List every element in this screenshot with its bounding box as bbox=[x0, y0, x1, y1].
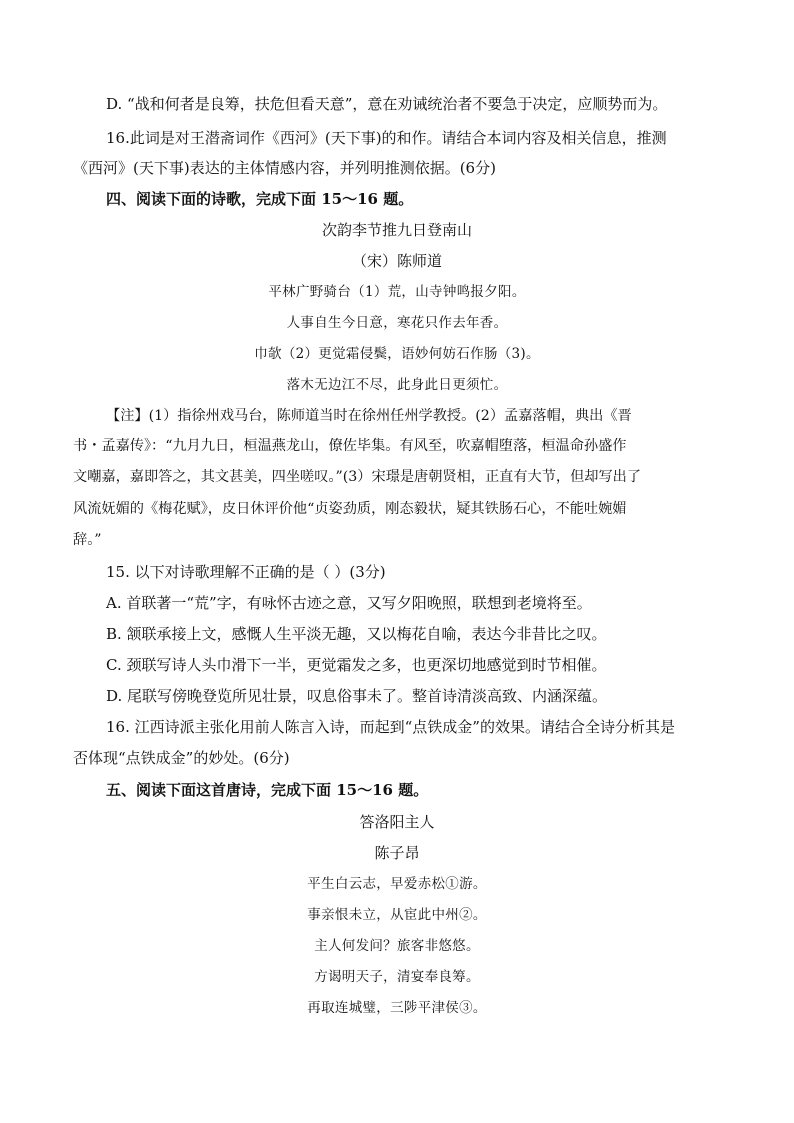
poem-title-1: 次韵李节推九日登南山 bbox=[321, 221, 472, 239]
note-line-1: 【注】(1）指徐州戏马台，陈师道当时在徐州任州学教授。(2）孟嘉落帽，典出《晋 bbox=[106, 408, 632, 424]
poem-1-line-4: 落木无边江不尽，此身此日更须忙。 bbox=[286, 377, 508, 393]
poem-1-line-1: 平林广野骑台（1）荒，山寺钟鸣报夕阳。 bbox=[268, 284, 526, 300]
question-15-option-c: C. 颈联写诗人头巾滑下一半，更觉霜发之多，也更深切地感觉到时节相催。 bbox=[106, 656, 607, 674]
question-15-stem: 15. 以下对诗歌理解不正确的是（ ）(3分) bbox=[106, 563, 386, 581]
poem-author-2: 陈子昂 bbox=[374, 844, 420, 862]
note-line-5: 辞。” bbox=[73, 532, 102, 548]
section-4-heading: 四、阅读下面的诗歌，完成下面 15～16 题。 bbox=[106, 190, 414, 208]
question-15-option-a: A. 首联著一“荒”字，有咏怀古迹之意，又写夕阳晚照，联想到老境将至。 bbox=[106, 594, 592, 612]
question-15-option-d: D. 尾联写傍晚登览所见壮景，叹息俗事未了。整首诗清淡高致、内涵深蕴。 bbox=[106, 687, 608, 705]
poem-1-line-2: 人事自生今日意，寒花只作去年香。 bbox=[286, 315, 508, 331]
option-d: D. “战和何者是良筹，扶危但看天意”，意在劝诫统治者不要急于决定，应顺势而为。 bbox=[106, 95, 668, 113]
question-16-line-2: 《西河》(天下事)表达的主体情感内容，并列明推测依据。(6分) bbox=[73, 159, 496, 177]
poem-author-1: （宋）陈师道 bbox=[351, 252, 442, 270]
poem-2-line-4: 方谒明天子，清宴奉良筹。 bbox=[314, 969, 480, 985]
poem-2-line-2: 事亲恨未立，从宦此中州②。 bbox=[307, 907, 487, 923]
question-15-option-b: B. 颔联承接上文，感慨人生平淡无趣，又以梅花自喻，表达今非昔比之叹。 bbox=[106, 625, 607, 643]
question-16-line-1: 16.此词是对王潜斋词作《西河》(天下事)的和作。请结合本词内容及相关信息，推测 bbox=[106, 129, 667, 147]
note-line-4: 风流妩媚的《梅花赋》，皮日休评价他“贞姿劲质，刚态毅状，疑其铁肠石心，不能吐婉媚 bbox=[73, 501, 627, 517]
poem-1-line-3: 巾欹（2）更觉霜侵鬓，语妙何妨石作肠（3)。 bbox=[254, 346, 540, 362]
note-line-3: 文嘲嘉，嘉即答之，其文甚美，四坐嗟叹。”(3）宋璟是唐朝贤相，正直有大节，但却写出了 bbox=[73, 469, 642, 485]
poem-title-2: 答洛阳主人 bbox=[359, 813, 435, 831]
poem-2-line-3: 主人何发问？旅客非悠悠。 bbox=[314, 938, 480, 954]
section-5-heading: 五、阅读下面这首唐诗，完成下面 15～16 题。 bbox=[106, 781, 429, 799]
note-line-2: 书・孟嘉传》：“九月九日，桓温燕龙山，僚佐毕集。有风至，吹嘉帽堕落，桓温命孙盛作 bbox=[73, 438, 627, 454]
poem-2-line-5: 再取连城璧，三陟平津侯③。 bbox=[307, 1000, 487, 1016]
poem-2-line-1: 平生白云志，早爱赤松①游。 bbox=[307, 876, 487, 892]
question-16b-line-1: 16. 江西诗派主张化用前人陈言入诗，而起到“点铁成金”的效果。请结合全诗分析其是 bbox=[106, 718, 675, 736]
question-16b-line-2: 否体现“点铁成金”的妙处。(6分) bbox=[73, 749, 290, 767]
